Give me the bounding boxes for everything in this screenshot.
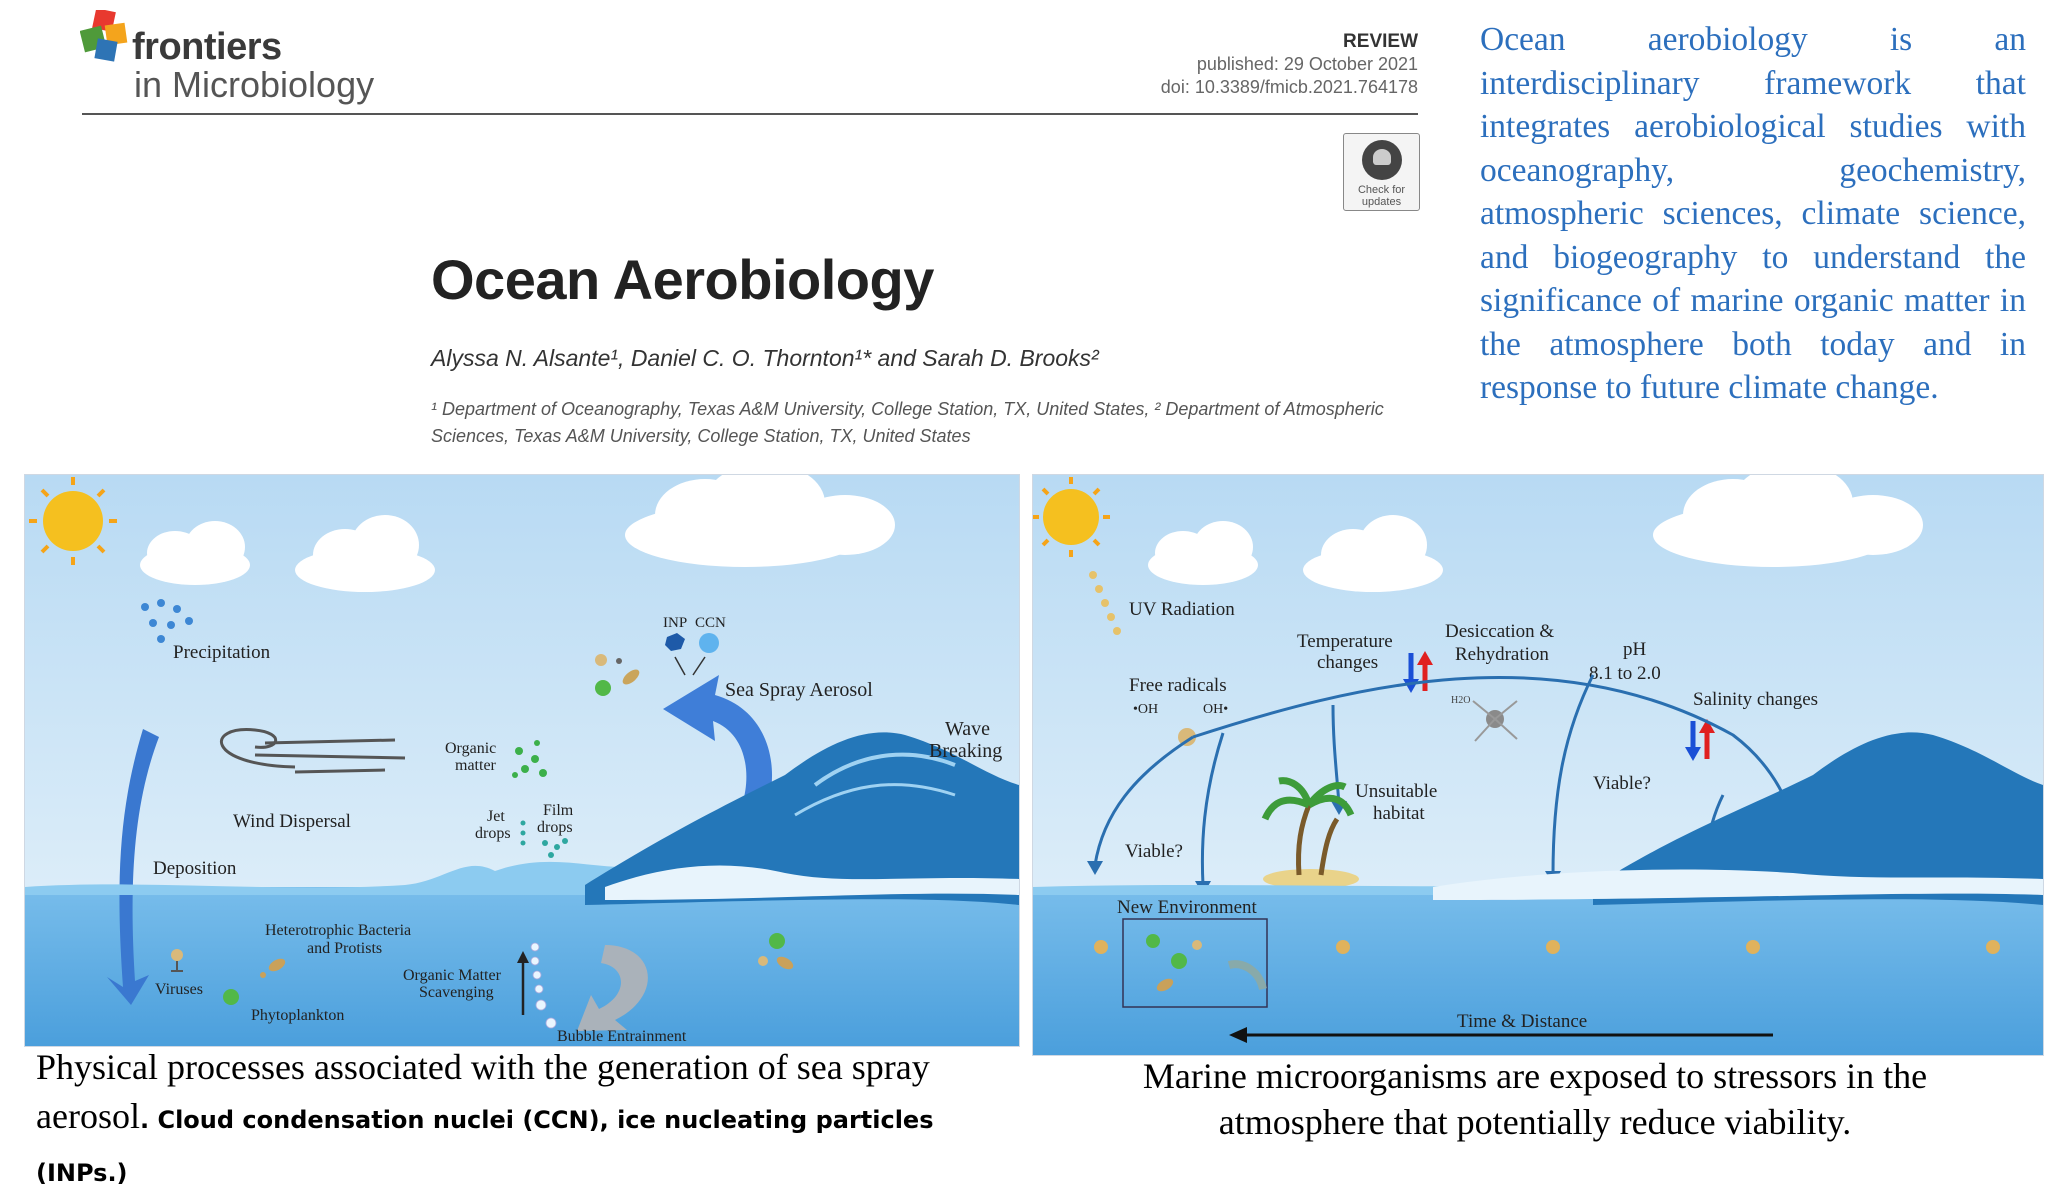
label-free-radicals: Free radicals bbox=[1129, 675, 1227, 696]
label-inp: INP bbox=[663, 615, 688, 631]
label-oh-2: OH• bbox=[1203, 702, 1229, 717]
article-type: REVIEW bbox=[1343, 31, 1418, 52]
figure-right-svg bbox=[1033, 475, 2043, 1055]
label-desiccation: Desiccation & bbox=[1445, 621, 1555, 642]
label-wave: Wave bbox=[945, 718, 991, 740]
caption-left-period: . bbox=[139, 1106, 158, 1134]
label-viruses: Viruses bbox=[155, 981, 203, 998]
label-phytoplankton: Phytoplankton bbox=[251, 1007, 345, 1024]
bookmark-icon bbox=[1362, 140, 1402, 180]
frontiers-logo-icon bbox=[80, 10, 130, 68]
journal-subtitle: in Microbiology bbox=[134, 64, 375, 105]
label-wind-dispersal: Wind Dispersal bbox=[233, 811, 351, 832]
figure-sea-spray-processes bbox=[24, 474, 1020, 1047]
ccn-particle-icon bbox=[699, 633, 719, 653]
caption-left-main: Physical processes associated with the generation of sea spray aerosol bbox=[36, 1047, 930, 1136]
label-salinity: Salinity changes bbox=[1693, 689, 1819, 710]
label-viable-1: Viable? bbox=[1125, 841, 1183, 862]
label-unsuitable: Unsuitable bbox=[1355, 781, 1438, 802]
label-organic-1: Organic bbox=[445, 740, 497, 757]
caption-right: Marine microorganisms are exposed to stressors in the atmosphere that potentially reduce viability. bbox=[1142, 1056, 1928, 1142]
label-film-2: drops bbox=[537, 819, 573, 836]
journal-logo bbox=[80, 8, 410, 108]
journal-name: frontiers bbox=[132, 26, 282, 68]
caption-left-abbreviations: Cloud condensation nuclei (CCN), ice nucleating particles (INPs.) bbox=[36, 1106, 934, 1187]
doi: doi: 10.3389/fmicb.2021.764178 bbox=[1160, 77, 1418, 97]
label-temperature-2: changes bbox=[1317, 652, 1379, 673]
label-breaking: Breaking bbox=[929, 740, 1003, 762]
label-new-environment: New Environment bbox=[1117, 897, 1257, 918]
figure-microorganism-stressors bbox=[1032, 474, 2044, 1056]
label-uv: UV Radiation bbox=[1129, 599, 1235, 620]
caption-left bbox=[36, 1043, 1026, 1198]
label-ph: pH bbox=[1623, 639, 1647, 660]
label-deposition: Deposition bbox=[153, 858, 237, 879]
figure-left-svg bbox=[25, 475, 1019, 1046]
label-film-1: Film bbox=[543, 802, 574, 819]
label-hetero-2: and Protists bbox=[307, 940, 383, 957]
label-temperature: Temperature bbox=[1297, 631, 1393, 652]
summary-text: Ocean aerobiology is an interdisciplinary framework that integrates aerobiological studies with oceanography, geochemistry, atmospheric sciences, climate science, and biogeography to understand the significance of marine organic matter in the atmosphere both today and in response to future climate change. bbox=[1480, 21, 2026, 406]
label-oh-1: •OH bbox=[1133, 702, 1159, 717]
article-meta bbox=[1161, 30, 1418, 99]
label-viable-2: Viable? bbox=[1593, 773, 1651, 794]
label-habitat: habitat bbox=[1373, 803, 1425, 824]
label-ph-range: 8.1 to 2.0 bbox=[1589, 663, 1661, 684]
header-divider bbox=[82, 113, 1418, 115]
label-jet-2: drops bbox=[475, 825, 511, 842]
label-hetero-1: Heterotrophic Bacteria bbox=[265, 922, 412, 939]
label-rehydration: Rehydration bbox=[1455, 644, 1549, 665]
label-sea-spray-aerosol: Sea Spray Aerosol bbox=[725, 679, 873, 701]
label-time-distance: Time & Distance bbox=[1457, 1011, 1588, 1032]
label-organic-2: matter bbox=[455, 757, 496, 774]
phytoplankton-icon bbox=[223, 989, 239, 1005]
published-date: published: 29 October 2021 bbox=[1196, 54, 1418, 74]
author-affiliations: ¹ Department of Oceanography, Texas A&M University, College Station, TX, United States, ² Department of Atmospheric Sciences, Texas A&M University, College Station, TX, United States bbox=[431, 399, 1384, 446]
label-precipitation: Precipitation bbox=[173, 642, 271, 663]
label-h2o: H2O bbox=[1451, 695, 1471, 706]
article-title: Ocean Aerobiology bbox=[431, 248, 934, 311]
label-om-scavenging-2: Scavenging bbox=[419, 984, 494, 1001]
label-jet-1: Jet bbox=[487, 808, 505, 825]
check-updates-label: Check for updates bbox=[1357, 184, 1406, 208]
label-ccn: CCN bbox=[695, 615, 726, 631]
label-om-scavenging-1: Organic Matter bbox=[403, 967, 501, 984]
article-authors: Alyssa N. Alsante¹, Daniel C. O. Thornton¹* and Sarah D. Brooks² bbox=[431, 345, 1099, 371]
check-for-updates-badge[interactable] bbox=[1343, 133, 1420, 211]
label-bubble-entrainment: Bubble Entrainment bbox=[557, 1028, 687, 1045]
